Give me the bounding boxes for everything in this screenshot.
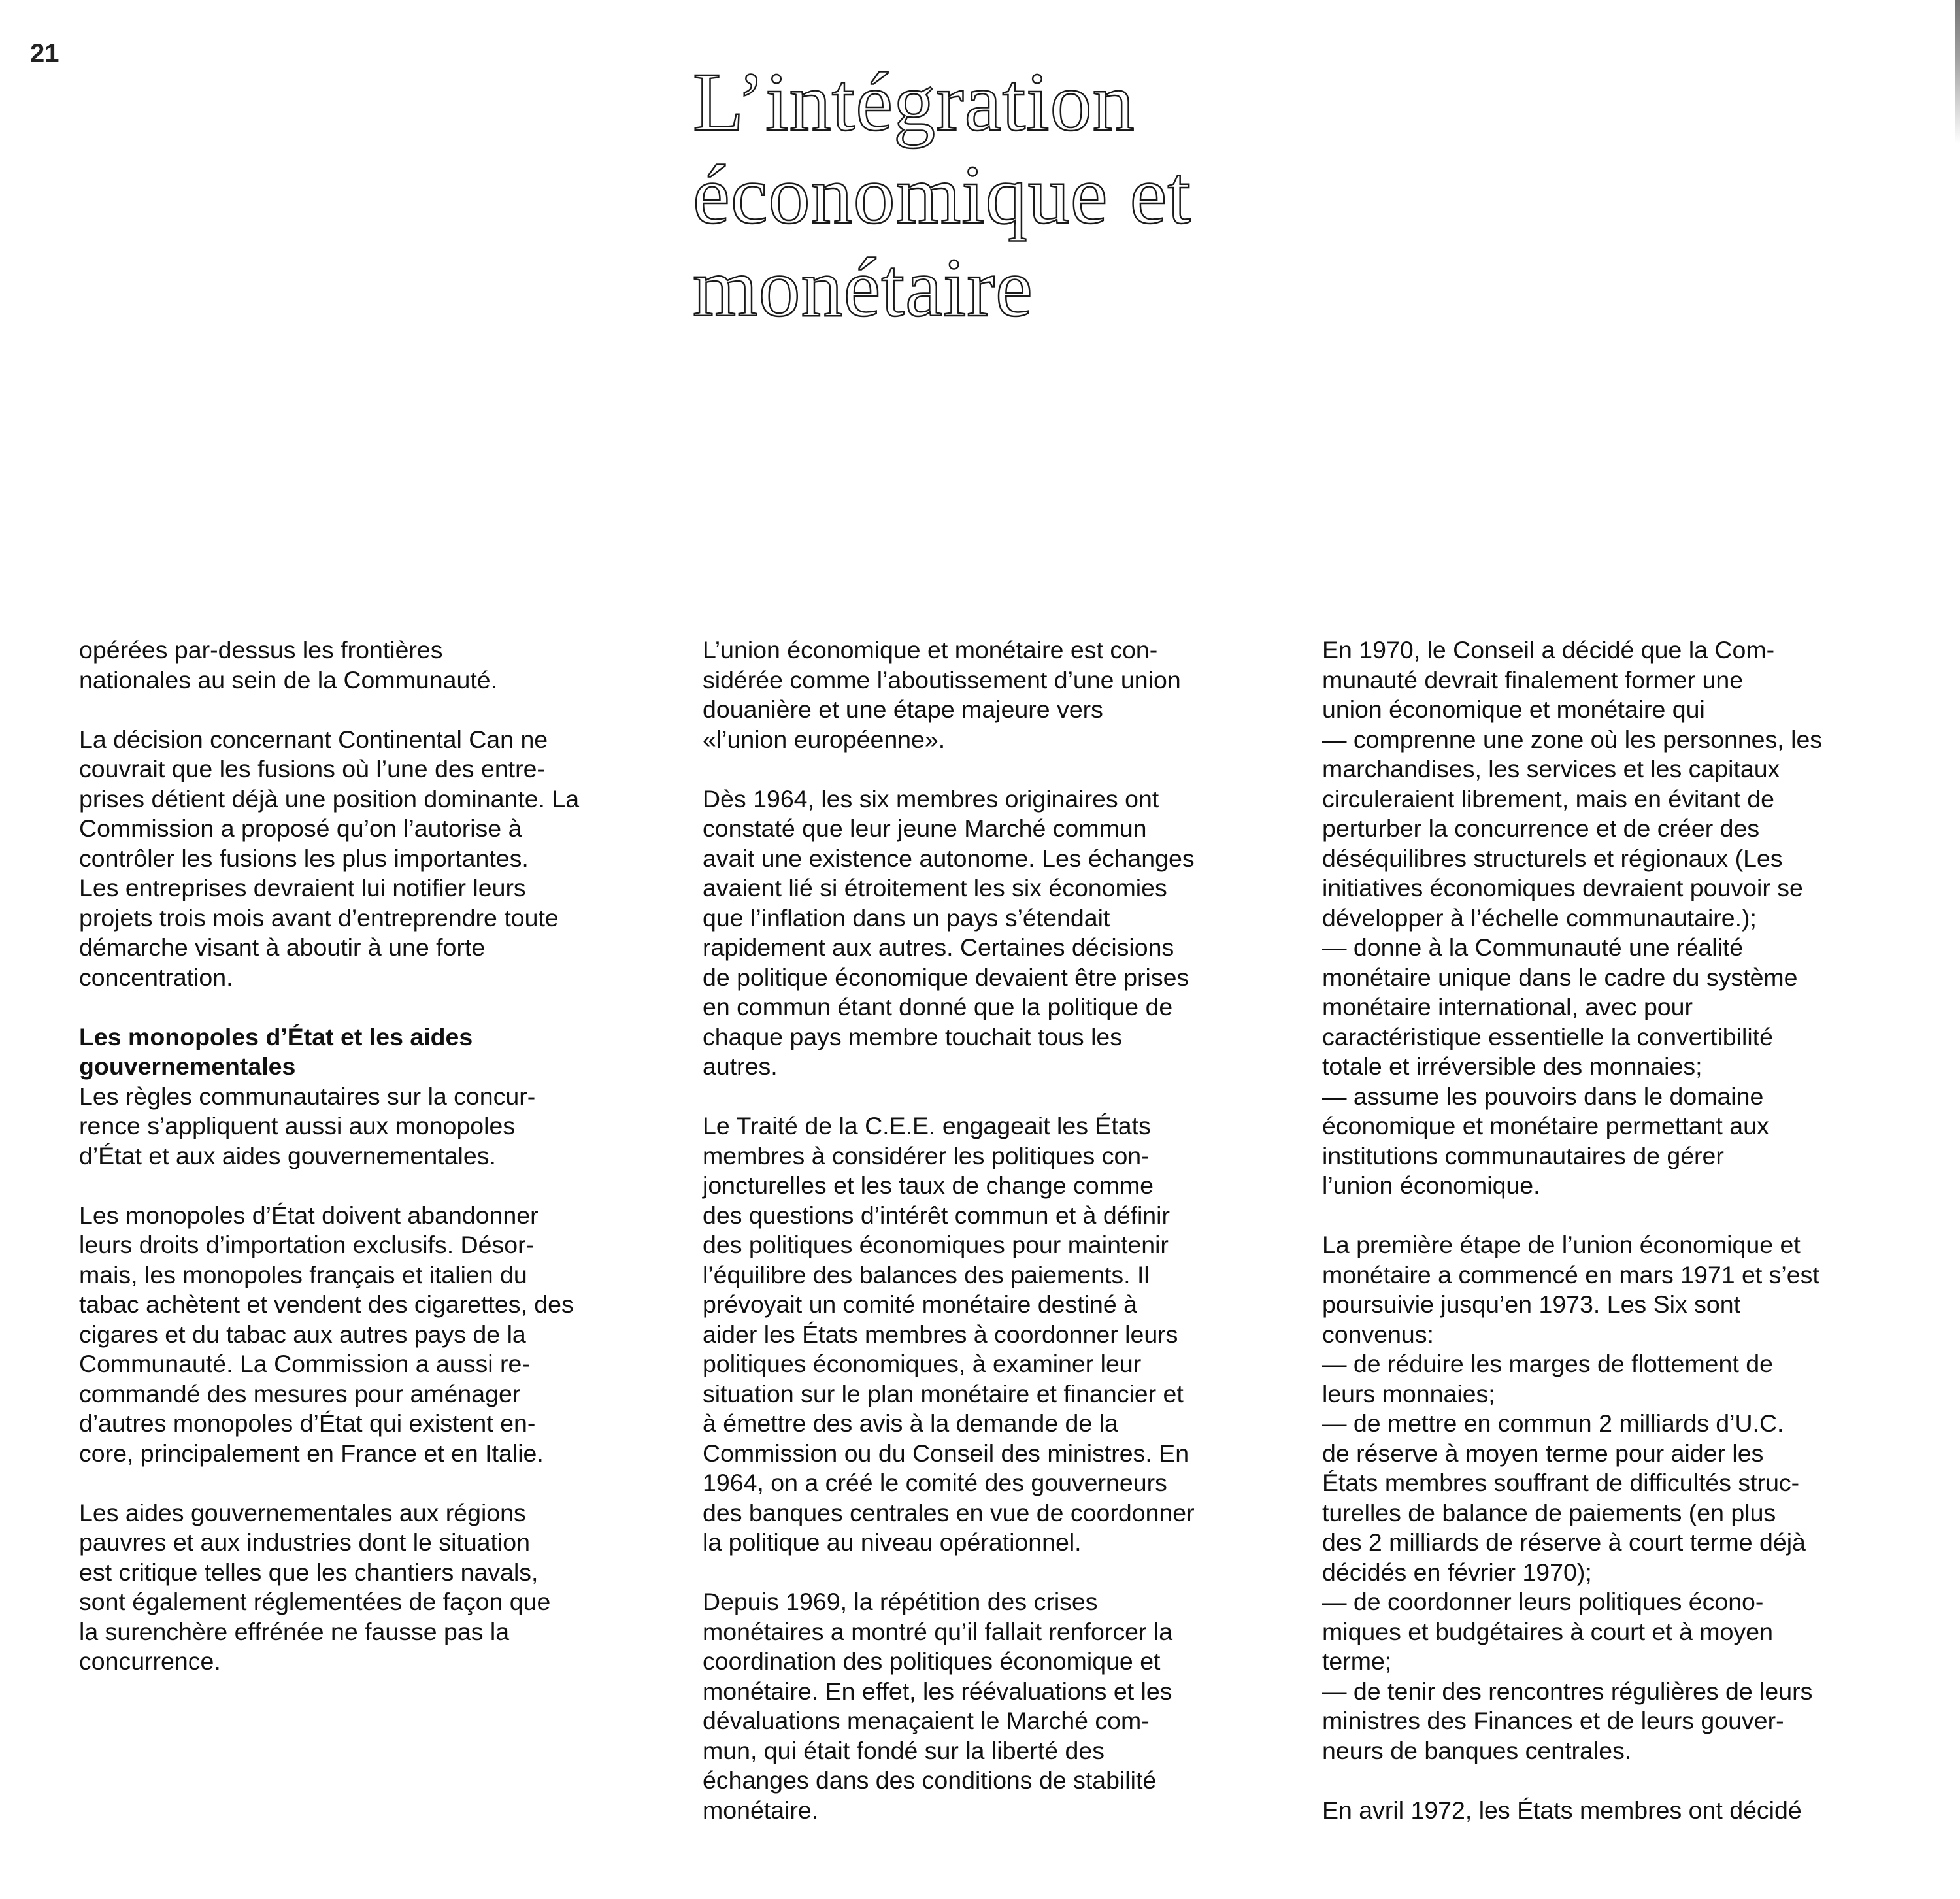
paragraph: Les monopoles d’État doivent abandonner leurs droits d’importation exclusifs. Désor- mais, les monopoles français et italien du tabac achètent et vendent des cigarettes, des cigares et du tabac aux autres pays de la Communauté. La Commission a aussi re- commandé des mesures pour aménager d’autres monopoles d’État qui existent en- core, principalement en France et en Italie. [79, 1201, 574, 1467]
paragraph: opérées par-dessus les frontières nationales au sein de la Communauté. [79, 636, 497, 694]
title-line: L’intégration [693, 56, 1135, 148]
paragraph: La première étape de l’union économique et monétaire a commencé en mars 1971 et s’est poursuivie jusqu’en 1973. Les Six sont convenus: — de réduire les marges de flottement de leurs monnaies; — de mettre en commun 2 milliards d’U.C. de réserve à moyen terme pour aider les États membres souffrant de difficultés struc- turelles de balance de paiements (en plus des 2 milliards de réserve à court terme déjà décidés en février 1970); — de coordonner leurs politiques écono- miques et budgétaires à court et à moyen terme; — de tenir des rencontres régulières de leurs ministres des Finances et de leurs gouver- neurs de banques centrales. [1322, 1231, 1819, 1764]
page-number: 21 [30, 39, 59, 68]
page-title [693, 56, 1346, 334]
text-column-2 [703, 635, 1271, 1825]
title-line: économique et [693, 148, 1191, 241]
paragraph: Dès 1964, les six membres originaires ont constaté que leur jeune Marché commun avait une existence autonome. Les échanges avaient lié si étroitement les six économies que l’inflation dans un pays s’étendait rapidement aux autres. Certaines décisions de politique économique devaient être prises en commun étant donné que la politique de chaque pays membre touchait tous les autres. [703, 784, 1195, 1080]
text-column-1 [79, 635, 648, 1677]
paragraph: En 1970, le Conseil a décidé que la Com- munauté devrait finalement former une union économique et monétaire qui — comprenne une zone où les personnes, les marchandises, les services et les capitaux circuleraient librement, mais en évitant de perturber la concurrence et de créer des déséquilibres structurels et régionaux (Les initiatives économiques devraient pouvoir se développer à l’échelle communautaire.); — donne à la Communauté une réalité monétaire unique dans le cadre du système monétaire international, avec pour caractéristique essentielle la convertibilité totale et irréversible des monnaies; — assume les pouvoirs dans le domaine économique et monétaire permettant aux institutions communautaires de gérer l’union économique. [1322, 636, 1823, 1199]
title-line: monétaire [693, 241, 1033, 334]
text-column-3 [1322, 635, 1891, 1825]
paragraph: Les règles communautaires sur la concur- rence s’appliquent aussi aux monopoles d’État et aux aides gouvernementales. [79, 1082, 536, 1169]
section-heading: Les monopoles d’État et les aides gouvernementales [79, 1022, 473, 1080]
scan-edge-mark [1955, 0, 1960, 144]
paragraph: Depuis 1969, la répétition des crises monétaires a montré qu’il fallait renforcer la coordination des politiques économique et monétaire. En effet, les réévaluations et les dévaluations menaçaient le Marché com- mun, qui était fondé sur la liberté des échanges dans des conditions de stabilité monétaire. [703, 1588, 1173, 1824]
paragraph: La décision concernant Continental Can ne couvrait que les fusions où l’une des entre- prises détient déjà une position dominante. La Commission a proposé qu’on l’autorise à contrôler les fusions les plus importantes. Les entreprises devraient lui notifier leurs projets trois mois avant d’entreprendre toute démarche visant à aboutir à une forte concentration. [79, 725, 580, 991]
paragraph: L’union économique et monétaire est con- sidérée comme l’aboutissement d’une union douanière et une étape majeure vers «l’union européenne». [703, 636, 1181, 753]
paragraph: Le Traité de la C.E.E. engageait les États membres à considérer les politiques con- joncturelles et les taux de change comme des questions d’intérêt commun et à définir des politiques économiques pour maintenir l’équilibre des balances des paiements. Il prévoyait un comité monétaire destiné à aider les États membres à coordonner leurs politiques économiques, à examiner leur situation sur le plan monétaire et financier et à émettre des avis à la demande de la Commission ou du Conseil des ministres. En 1964, on a créé le comité des gouverneurs des banques centrales en vue de coordonner la politique au niveau opérationnel. [703, 1112, 1195, 1556]
paragraph: En avril 1972, les États membres ont décidé [1322, 1796, 1802, 1824]
paragraph: Les aides gouvernementales aux régions pauvres et aux industries dont le situation est critique telles que les chantiers navals, sont également réglementées de façon que la surenchère effrénée ne fausse pas la concurrence. [79, 1498, 551, 1675]
